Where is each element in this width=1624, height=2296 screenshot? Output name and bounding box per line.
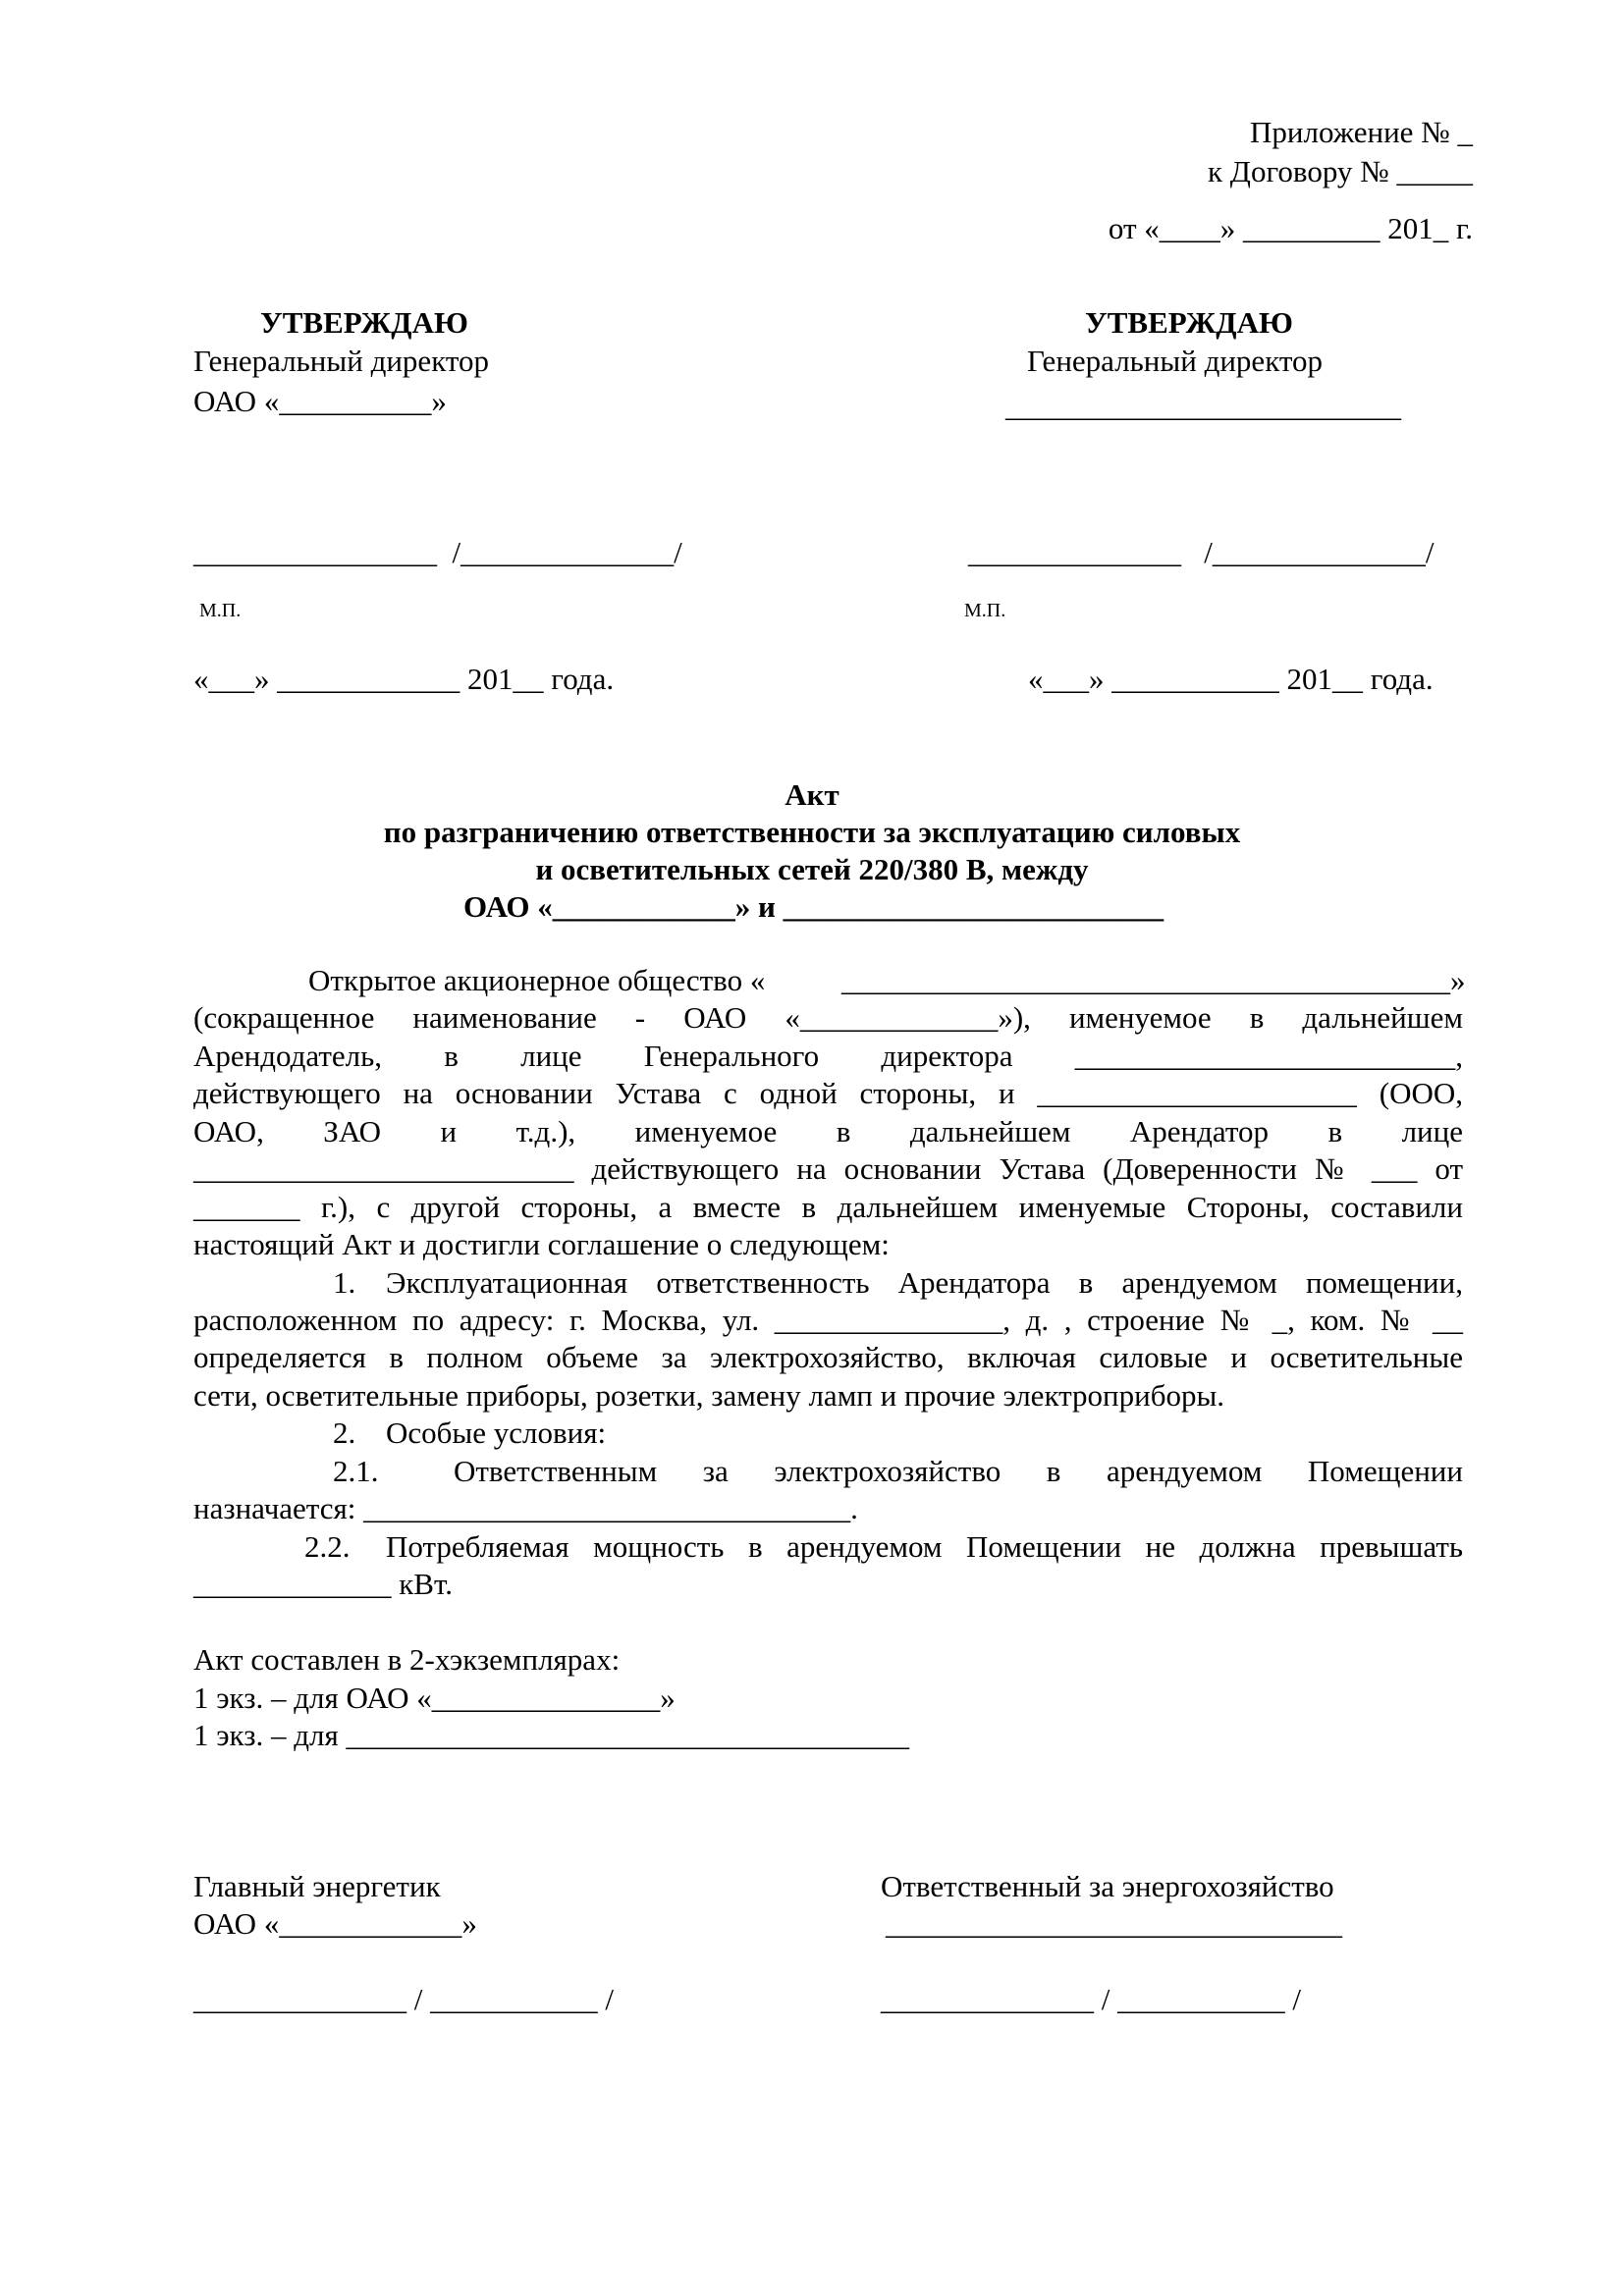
copies-heading: Акт составлен в 2-хэкземплярах: xyxy=(193,1642,621,1677)
clause-2-1-line-1: Ответственным за электрохозяйство в арендуемом Помещении xyxy=(454,1454,1463,1488)
approve-left-company: ОАО «__________» xyxy=(193,384,447,418)
sign-left-title: Главный энергетик xyxy=(193,1869,441,1903)
clause-2-1-number: 2.1. xyxy=(333,1454,379,1488)
approve-left-signature: ________________ /______________/ xyxy=(193,535,682,569)
body-line-8: настоящий Акт и достигли соглашение о следующем: xyxy=(193,1227,890,1261)
approve-right-signature: ______________ /______________/ xyxy=(968,535,1435,569)
body-line-7: _______ г.), с другой стороны, а вместе в дальнейшем именуемые Стороны, составили xyxy=(193,1190,1463,1224)
body-line-6: _________________________ действующего на основании Устава (Доверенности № ___ от xyxy=(193,1151,1463,1186)
act-subtitle-line-1: по разграничению ответственности за эксплуатацию силовых xyxy=(383,815,1241,849)
sign-left-company: ОАО «____________» xyxy=(193,1906,477,1941)
act-subtitle-line-2: и осветительных сетей 220/380 В, между xyxy=(535,852,1089,886)
act-subtitle-line-3: ОАО «____________» и _________________________ xyxy=(463,889,1164,924)
sign-right-company: ______________________________ xyxy=(886,1906,1342,1941)
body-line-3: Арендодатель, в лице Генерального директора _________________________, xyxy=(193,1039,1463,1073)
body-line-2: (сокращенное наименование - ОАО «_____________»), именуемое в дальнейшем xyxy=(193,1000,1463,1035)
contract-number: к Договору № _____ xyxy=(1208,154,1473,188)
clause-2-2-line-2: _____________ кВт. xyxy=(193,1567,453,1601)
appendix-number: Приложение № _ xyxy=(1250,115,1473,149)
approve-left-date: «___» ____________ 201__ года. xyxy=(193,662,615,696)
approve-left-position: Генеральный директор xyxy=(193,344,489,378)
body-line-5: ОАО, ЗАО и т.д.), именуемое в дальнейшем Арендатор в лице xyxy=(193,1114,1463,1148)
body-line-4: действующего на основании Устава с одной стороны, и _____________________ (ООО, xyxy=(193,1076,1463,1110)
clause-2-2-number: 2.2. xyxy=(304,1529,351,1564)
clause-2-2-line-1: Потребляемая мощность в арендуемом Помещении не должна превышать xyxy=(386,1529,1463,1564)
clause-1-line-3: определяется в полном объеме за электрохозяйство, включая силовые и осветительные xyxy=(193,1340,1463,1374)
approve-right-title: УТВЕРЖДАЮ xyxy=(1085,305,1293,340)
clause-2-text: Особые условия: xyxy=(386,1415,607,1450)
copies-line-2: 1 экз. – для _____________________________________ xyxy=(193,1718,909,1752)
approve-right-date: «___» ___________ 201__ года. xyxy=(1028,662,1434,696)
approve-right-stamp: М.П. xyxy=(964,600,1006,621)
approve-right-company: __________________________ xyxy=(1005,389,1401,423)
body-line-1b: ________________________________________» xyxy=(841,963,1466,997)
sign-right-title: Ответственный за энергохозяйство xyxy=(881,1869,1334,1903)
sign-right-signature: ______________ / ___________ / xyxy=(881,1982,1301,2016)
approve-left-stamp: М.П. xyxy=(199,600,242,621)
contract-date: от «____» _________ 201_ г. xyxy=(1108,211,1473,245)
clause-1-number: 1. xyxy=(333,1265,356,1300)
clause-1-line-2: расположенном по адресу: г. Москва, ул. _______________, д. , строение № _, ком. № __ xyxy=(193,1303,1463,1337)
sign-left-signature: ______________ / ___________ / xyxy=(193,1982,614,2016)
clause-2-number: 2. xyxy=(333,1415,356,1450)
approve-left-title: УТВЕРЖДАЮ xyxy=(260,305,468,340)
copies-line-1: 1 экз. – для ОАО «_______________» xyxy=(193,1681,676,1715)
clause-1-line-4: сети, осветительные приборы, розетки, замену ламп и прочие электроприборы. xyxy=(193,1378,1225,1413)
clause-2-1-line-2: назначается: ________________________________. xyxy=(193,1491,858,1525)
act-title: Акт xyxy=(785,777,839,812)
body-line-1a: Открытое акционерное общество « xyxy=(308,963,766,997)
clause-1-line-1: Эксплуатационная ответственность Арендатора в арендуемом помещении, xyxy=(386,1265,1463,1300)
approve-right-position: Генеральный директор xyxy=(1027,344,1323,378)
